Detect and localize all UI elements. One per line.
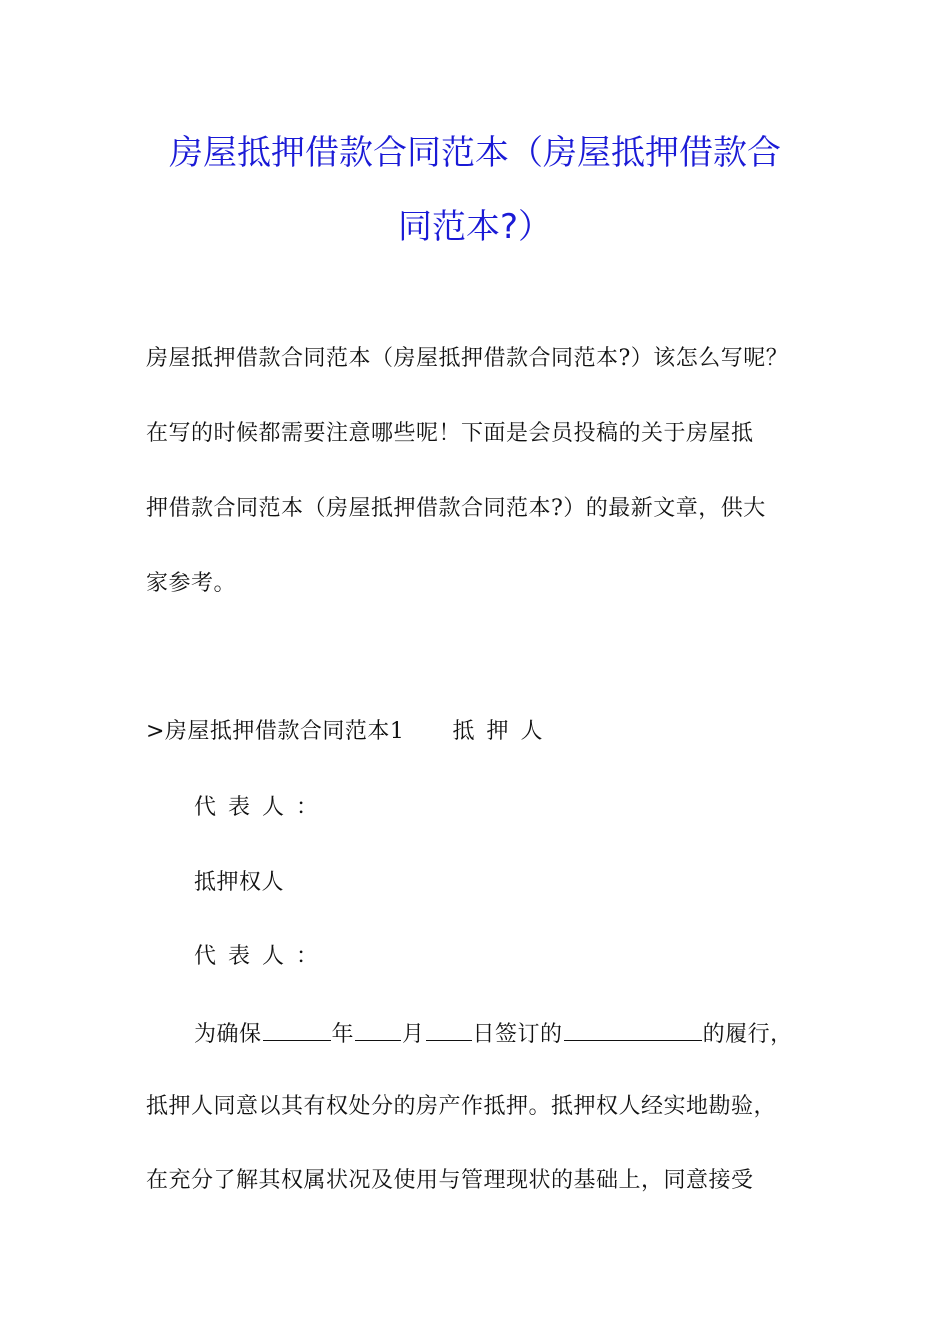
mortgagee-label: 抵押权人 (194, 870, 285, 895)
representative-label-2: 代表人： (194, 944, 331, 969)
para-prefix: 为确保 (194, 1022, 262, 1047)
intro-line-2: 在写的时候都需要注意哪些呢！下面是会员投稿的关于房屋抵 (146, 421, 754, 446)
mortgagor-label: 抵押人 (452, 719, 555, 744)
para-suffix: 的履行， (702, 1022, 793, 1047)
intro-line-3: 押借款合同范本（房屋抵押借款合同范本?）的最新文章，供大 (146, 496, 766, 521)
contract-paragraph-line-1 (194, 1020, 793, 1046)
para-year: 年 (331, 1022, 355, 1047)
document-title-line-2: 同范本?） (397, 207, 553, 247)
para-month: 月 (402, 1022, 425, 1047)
blank-month-field[interactable] (355, 1020, 401, 1041)
document-title-line-1: 房屋抵押借款合同范本（房屋抵押借款合 (169, 133, 781, 173)
intro-line-4: 家参考。 (146, 571, 237, 596)
blank-day-field[interactable] (426, 1020, 472, 1041)
contract-paragraph-line-2: 抵押人同意以其有权处分的房产作抵押。抵押权人经实地勘验， (146, 1094, 777, 1119)
intro-line-1: 房屋抵押借款合同范本（房屋抵押借款合同范本?）该怎么写呢？ (146, 346, 789, 371)
para-day-signed: 日签订的 (472, 1022, 563, 1047)
blank-year-field[interactable] (263, 1020, 331, 1041)
contract-heading: >房屋抵押借款合同范本1 (146, 719, 405, 744)
contract-heading-row (146, 721, 554, 743)
representative-label-1: 代表人： (194, 795, 331, 820)
blank-contract-name-field[interactable] (564, 1020, 702, 1041)
contract-paragraph-line-3: 在充分了解其权属状况及使用与管理现状的基础上，同意接受 (146, 1168, 754, 1193)
